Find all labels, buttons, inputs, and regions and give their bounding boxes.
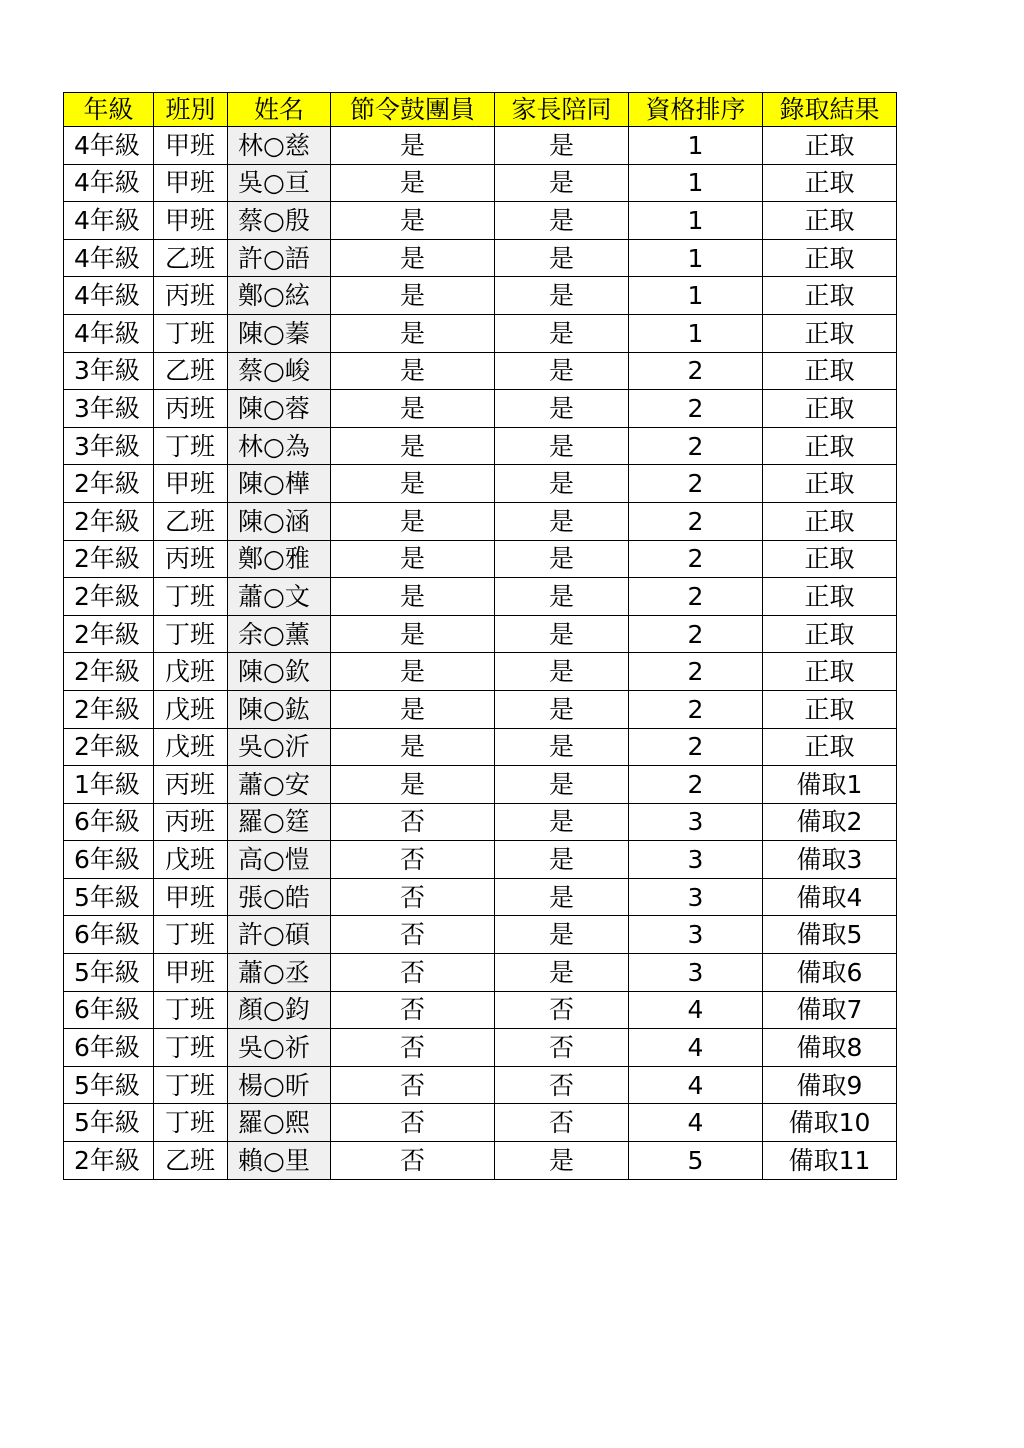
cell-grade: 2年級 bbox=[64, 690, 154, 728]
cell-parent-accompany: 是 bbox=[495, 390, 629, 428]
table-row bbox=[64, 540, 897, 578]
cell-student-name: 陳○蓉 bbox=[228, 390, 331, 428]
cell-drum-member: 否 bbox=[331, 803, 495, 841]
cell-grade: 2年級 bbox=[64, 615, 154, 653]
cell-result: 正取 bbox=[763, 127, 897, 165]
cell-grade: 3年級 bbox=[64, 427, 154, 465]
cell-drum-member: 否 bbox=[331, 991, 495, 1029]
header-class: 班別 bbox=[154, 93, 228, 127]
cell-student-name: 蕭○文 bbox=[228, 578, 331, 616]
cell-result: 備取5 bbox=[763, 916, 897, 954]
cell-class: 戊班 bbox=[154, 690, 228, 728]
cell-drum-member: 否 bbox=[331, 878, 495, 916]
cell-drum-member: 是 bbox=[331, 427, 495, 465]
cell-class: 戊班 bbox=[154, 841, 228, 879]
cell-student-name: 蕭○丞 bbox=[228, 954, 331, 992]
cell-drum-member: 否 bbox=[331, 1066, 495, 1104]
table-row bbox=[64, 1142, 897, 1180]
cell-grade: 5年級 bbox=[64, 1066, 154, 1104]
cell-class: 甲班 bbox=[154, 202, 228, 240]
cell-rank: 3 bbox=[629, 916, 763, 954]
table-row bbox=[64, 615, 897, 653]
cell-class: 丁班 bbox=[154, 1029, 228, 1067]
cell-rank: 1 bbox=[629, 164, 763, 202]
cell-rank: 2 bbox=[629, 540, 763, 578]
cell-result: 備取10 bbox=[763, 1104, 897, 1142]
cell-result: 備取2 bbox=[763, 803, 897, 841]
cell-rank: 3 bbox=[629, 954, 763, 992]
cell-parent-accompany: 是 bbox=[495, 239, 629, 277]
cell-parent-accompany: 是 bbox=[495, 1142, 629, 1180]
cell-student-name: 賴○里 bbox=[228, 1142, 331, 1180]
cell-grade: 2年級 bbox=[64, 653, 154, 691]
cell-rank: 2 bbox=[629, 427, 763, 465]
cell-student-name: 張○皓 bbox=[228, 878, 331, 916]
cell-parent-accompany: 是 bbox=[495, 728, 629, 766]
cell-grade: 6年級 bbox=[64, 916, 154, 954]
cell-student-name: 陳○鈜 bbox=[228, 690, 331, 728]
cell-student-name: 鄭○絃 bbox=[228, 277, 331, 315]
cell-drum-member: 是 bbox=[331, 653, 495, 691]
cell-parent-accompany: 是 bbox=[495, 766, 629, 804]
cell-class: 乙班 bbox=[154, 502, 228, 540]
cell-parent-accompany: 是 bbox=[495, 615, 629, 653]
cell-drum-member: 是 bbox=[331, 239, 495, 277]
cell-grade: 4年級 bbox=[64, 277, 154, 315]
table-row bbox=[64, 352, 897, 390]
cell-parent-accompany: 否 bbox=[495, 1104, 629, 1142]
cell-class: 丙班 bbox=[154, 390, 228, 428]
cell-class: 丁班 bbox=[154, 427, 228, 465]
table-row bbox=[64, 465, 897, 503]
cell-rank: 2 bbox=[629, 465, 763, 503]
cell-student-name: 羅○筳 bbox=[228, 803, 331, 841]
cell-result: 正取 bbox=[763, 502, 897, 540]
cell-grade: 6年級 bbox=[64, 803, 154, 841]
cell-parent-accompany: 是 bbox=[495, 502, 629, 540]
table-row bbox=[64, 841, 897, 879]
table-row bbox=[64, 878, 897, 916]
cell-class: 甲班 bbox=[154, 465, 228, 503]
cell-student-name: 許○碩 bbox=[228, 916, 331, 954]
cell-parent-accompany: 是 bbox=[495, 352, 629, 390]
cell-rank: 2 bbox=[629, 352, 763, 390]
cell-student-name: 陳○蓁 bbox=[228, 314, 331, 352]
cell-grade: 5年級 bbox=[64, 1104, 154, 1142]
cell-parent-accompany: 是 bbox=[495, 427, 629, 465]
cell-parent-accompany: 是 bbox=[495, 465, 629, 503]
cell-grade: 3年級 bbox=[64, 352, 154, 390]
cell-result: 正取 bbox=[763, 277, 897, 315]
cell-parent-accompany: 是 bbox=[495, 653, 629, 691]
cell-drum-member: 是 bbox=[331, 766, 495, 804]
cell-class: 乙班 bbox=[154, 239, 228, 277]
cell-drum-member: 否 bbox=[331, 841, 495, 879]
cell-result: 正取 bbox=[763, 615, 897, 653]
cell-grade: 2年級 bbox=[64, 502, 154, 540]
cell-result: 備取3 bbox=[763, 841, 897, 879]
cell-parent-accompany: 是 bbox=[495, 314, 629, 352]
cell-parent-accompany: 是 bbox=[495, 916, 629, 954]
cell-grade: 4年級 bbox=[64, 239, 154, 277]
cell-class: 戊班 bbox=[154, 653, 228, 691]
cell-class: 甲班 bbox=[154, 164, 228, 202]
table-row bbox=[64, 916, 897, 954]
cell-rank: 4 bbox=[629, 1066, 763, 1104]
cell-student-name: 吳○祈 bbox=[228, 1029, 331, 1067]
cell-grade: 6年級 bbox=[64, 1029, 154, 1067]
cell-drum-member: 否 bbox=[331, 1104, 495, 1142]
cell-result: 正取 bbox=[763, 540, 897, 578]
cell-result: 備取1 bbox=[763, 766, 897, 804]
cell-drum-member: 是 bbox=[331, 202, 495, 240]
cell-student-name: 余○薰 bbox=[228, 615, 331, 653]
cell-class: 丁班 bbox=[154, 916, 228, 954]
cell-rank: 2 bbox=[629, 766, 763, 804]
table-row bbox=[64, 427, 897, 465]
cell-rank: 2 bbox=[629, 690, 763, 728]
cell-parent-accompany: 是 bbox=[495, 540, 629, 578]
cell-student-name: 蕭○安 bbox=[228, 766, 331, 804]
cell-drum-member: 是 bbox=[331, 352, 495, 390]
cell-grade: 4年級 bbox=[64, 127, 154, 165]
cell-class: 甲班 bbox=[154, 954, 228, 992]
cell-result: 正取 bbox=[763, 314, 897, 352]
table-row bbox=[64, 239, 897, 277]
cell-class: 丙班 bbox=[154, 277, 228, 315]
table-row bbox=[64, 164, 897, 202]
cell-class: 甲班 bbox=[154, 127, 228, 165]
cell-rank: 1 bbox=[629, 127, 763, 165]
cell-student-name: 蔡○殷 bbox=[228, 202, 331, 240]
cell-class: 丁班 bbox=[154, 1066, 228, 1104]
cell-student-name: 顏○鈞 bbox=[228, 991, 331, 1029]
admission-results-table bbox=[63, 92, 897, 1180]
cell-parent-accompany: 是 bbox=[495, 202, 629, 240]
cell-result: 正取 bbox=[763, 390, 897, 428]
cell-grade: 2年級 bbox=[64, 578, 154, 616]
header-grade: 年級 bbox=[64, 93, 154, 127]
table-row bbox=[64, 954, 897, 992]
table-row bbox=[64, 1029, 897, 1067]
cell-parent-accompany: 是 bbox=[495, 690, 629, 728]
table-row bbox=[64, 390, 897, 428]
cell-student-name: 高○愷 bbox=[228, 841, 331, 879]
cell-student-name: 陳○樺 bbox=[228, 465, 331, 503]
table-row bbox=[64, 502, 897, 540]
cell-class: 丁班 bbox=[154, 615, 228, 653]
cell-parent-accompany: 是 bbox=[495, 841, 629, 879]
cell-rank: 1 bbox=[629, 314, 763, 352]
cell-student-name: 蔡○峻 bbox=[228, 352, 331, 390]
cell-student-name: 鄭○雅 bbox=[228, 540, 331, 578]
cell-drum-member: 是 bbox=[331, 277, 495, 315]
cell-grade: 2年級 bbox=[64, 540, 154, 578]
cell-student-name: 吳○沂 bbox=[228, 728, 331, 766]
cell-grade: 5年級 bbox=[64, 878, 154, 916]
cell-drum-member: 是 bbox=[331, 465, 495, 503]
cell-result: 正取 bbox=[763, 164, 897, 202]
cell-drum-member: 是 bbox=[331, 578, 495, 616]
cell-grade: 6年級 bbox=[64, 991, 154, 1029]
cell-class: 丙班 bbox=[154, 803, 228, 841]
cell-grade: 4年級 bbox=[64, 164, 154, 202]
cell-class: 丁班 bbox=[154, 1104, 228, 1142]
cell-parent-accompany: 是 bbox=[495, 803, 629, 841]
cell-result: 備取11 bbox=[763, 1142, 897, 1180]
cell-result: 正取 bbox=[763, 690, 897, 728]
cell-grade: 2年級 bbox=[64, 1142, 154, 1180]
cell-class: 丁班 bbox=[154, 991, 228, 1029]
cell-parent-accompany: 否 bbox=[495, 1029, 629, 1067]
header-name: 姓名 bbox=[228, 93, 331, 127]
table-row bbox=[64, 578, 897, 616]
cell-parent-accompany: 否 bbox=[495, 991, 629, 1029]
cell-class: 丁班 bbox=[154, 314, 228, 352]
cell-rank: 5 bbox=[629, 1142, 763, 1180]
cell-drum-member: 是 bbox=[331, 314, 495, 352]
cell-drum-member: 是 bbox=[331, 690, 495, 728]
cell-class: 丙班 bbox=[154, 540, 228, 578]
cell-class: 乙班 bbox=[154, 1142, 228, 1180]
header-drum-member: 節令鼓團員 bbox=[331, 93, 495, 127]
cell-result: 正取 bbox=[763, 653, 897, 691]
cell-grade: 6年級 bbox=[64, 841, 154, 879]
cell-rank: 4 bbox=[629, 1104, 763, 1142]
table-row bbox=[64, 277, 897, 315]
cell-parent-accompany: 是 bbox=[495, 164, 629, 202]
cell-drum-member: 是 bbox=[331, 728, 495, 766]
table-row bbox=[64, 803, 897, 841]
cell-class: 乙班 bbox=[154, 352, 228, 390]
cell-rank: 1 bbox=[629, 202, 763, 240]
cell-result: 正取 bbox=[763, 352, 897, 390]
cell-drum-member: 是 bbox=[331, 164, 495, 202]
cell-result: 備取9 bbox=[763, 1066, 897, 1104]
header-parent-accompany: 家長陪同 bbox=[495, 93, 629, 127]
cell-parent-accompany: 否 bbox=[495, 1066, 629, 1104]
cell-drum-member: 否 bbox=[331, 954, 495, 992]
table-row bbox=[64, 991, 897, 1029]
header-result: 錄取結果 bbox=[763, 93, 897, 127]
cell-grade: 4年級 bbox=[64, 202, 154, 240]
cell-rank: 1 bbox=[629, 277, 763, 315]
cell-student-name: 羅○熙 bbox=[228, 1104, 331, 1142]
table-body bbox=[64, 127, 897, 1180]
cell-drum-member: 否 bbox=[331, 916, 495, 954]
table-row bbox=[64, 314, 897, 352]
cell-drum-member: 否 bbox=[331, 1029, 495, 1067]
cell-class: 丙班 bbox=[154, 766, 228, 804]
table-row bbox=[64, 202, 897, 240]
cell-student-name: 楊○昕 bbox=[228, 1066, 331, 1104]
cell-student-name: 陳○欽 bbox=[228, 653, 331, 691]
cell-rank: 3 bbox=[629, 878, 763, 916]
cell-drum-member: 是 bbox=[331, 540, 495, 578]
cell-student-name: 林○為 bbox=[228, 427, 331, 465]
table-row bbox=[64, 1066, 897, 1104]
cell-rank: 3 bbox=[629, 841, 763, 879]
cell-rank: 1 bbox=[629, 239, 763, 277]
cell-grade: 5年級 bbox=[64, 954, 154, 992]
cell-student-name: 陳○涵 bbox=[228, 502, 331, 540]
table-row bbox=[64, 127, 897, 165]
cell-grade: 4年級 bbox=[64, 314, 154, 352]
table-row bbox=[64, 1104, 897, 1142]
table-row bbox=[64, 690, 897, 728]
cell-result: 備取8 bbox=[763, 1029, 897, 1067]
cell-rank: 2 bbox=[629, 728, 763, 766]
cell-result: 備取7 bbox=[763, 991, 897, 1029]
table-row bbox=[64, 653, 897, 691]
cell-rank: 4 bbox=[629, 1029, 763, 1067]
cell-parent-accompany: 是 bbox=[495, 277, 629, 315]
cell-grade: 2年級 bbox=[64, 465, 154, 503]
header-rank: 資格排序 bbox=[629, 93, 763, 127]
cell-grade: 2年級 bbox=[64, 728, 154, 766]
cell-rank: 3 bbox=[629, 803, 763, 841]
cell-class: 丁班 bbox=[154, 578, 228, 616]
cell-rank: 4 bbox=[629, 991, 763, 1029]
cell-result: 正取 bbox=[763, 427, 897, 465]
cell-result: 正取 bbox=[763, 578, 897, 616]
cell-class: 戊班 bbox=[154, 728, 228, 766]
cell-class: 甲班 bbox=[154, 878, 228, 916]
cell-result: 正取 bbox=[763, 239, 897, 277]
cell-rank: 2 bbox=[629, 502, 763, 540]
cell-result: 正取 bbox=[763, 728, 897, 766]
cell-result: 正取 bbox=[763, 465, 897, 503]
cell-student-name: 許○語 bbox=[228, 239, 331, 277]
cell-drum-member: 否 bbox=[331, 1142, 495, 1180]
cell-parent-accompany: 是 bbox=[495, 954, 629, 992]
cell-rank: 2 bbox=[629, 615, 763, 653]
cell-rank: 2 bbox=[629, 653, 763, 691]
cell-parent-accompany: 是 bbox=[495, 578, 629, 616]
cell-result: 備取4 bbox=[763, 878, 897, 916]
cell-drum-member: 是 bbox=[331, 502, 495, 540]
cell-rank: 2 bbox=[629, 578, 763, 616]
header-row bbox=[64, 93, 897, 127]
table-row bbox=[64, 728, 897, 766]
cell-parent-accompany: 是 bbox=[495, 878, 629, 916]
table-row bbox=[64, 766, 897, 804]
cell-grade: 3年級 bbox=[64, 390, 154, 428]
cell-student-name: 吳○亘 bbox=[228, 164, 331, 202]
cell-student-name: 林○慈 bbox=[228, 127, 331, 165]
cell-drum-member: 是 bbox=[331, 390, 495, 428]
cell-grade: 1年級 bbox=[64, 766, 154, 804]
cell-rank: 2 bbox=[629, 390, 763, 428]
cell-drum-member: 是 bbox=[331, 615, 495, 653]
cell-drum-member: 是 bbox=[331, 127, 495, 165]
cell-parent-accompany: 是 bbox=[495, 127, 629, 165]
cell-result: 備取6 bbox=[763, 954, 897, 992]
cell-result: 正取 bbox=[763, 202, 897, 240]
